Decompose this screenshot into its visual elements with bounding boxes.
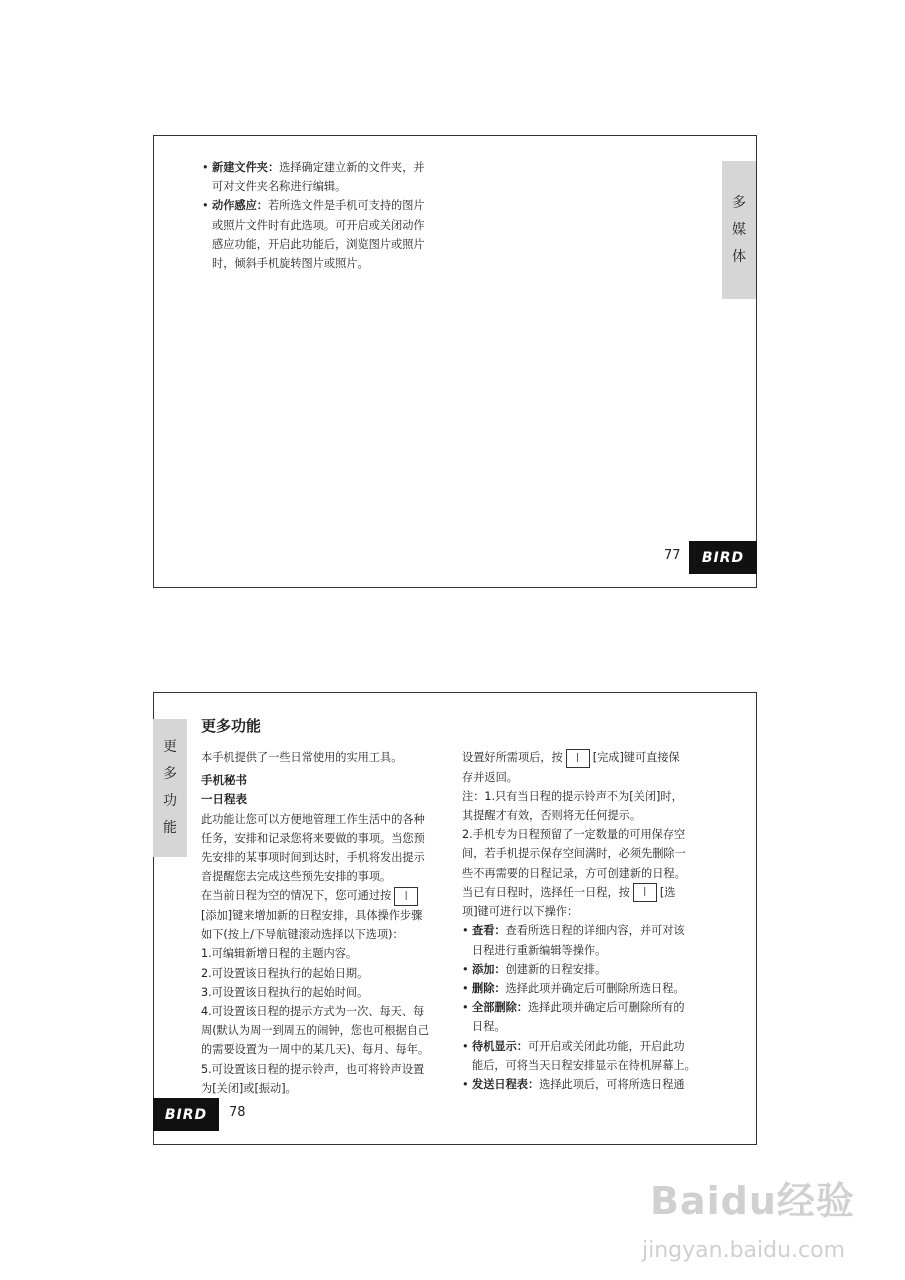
page-title: 更多功能 bbox=[201, 717, 262, 735]
softkey-icon: | bbox=[394, 887, 418, 906]
softkey-icon: | bbox=[633, 883, 657, 902]
add-instructions: 在当前日程为空的情况下，您可通过按 | [添加]键来增加新的日程安排，具体操作步骤 如下(按上/下导航键滚动选择以下选项)： bbox=[201, 886, 451, 944]
bullet: • bbox=[202, 199, 209, 213]
bird-logo: BIRD bbox=[689, 541, 757, 574]
options-intro: 当已有日程时，选择任一日程，按 | [选 项]键可进行以下操作： bbox=[462, 883, 718, 922]
watermark-brand: Baidu经验 bbox=[650, 1179, 855, 1223]
page77-content bbox=[202, 158, 462, 273]
intro-text: 本手机提供了一些日常使用的实用工具。 bbox=[201, 751, 403, 764]
manual-page-78 bbox=[153, 692, 757, 1145]
subheading-schedule: 一日程表 bbox=[201, 792, 247, 807]
item-term: 新建文件夹： bbox=[212, 161, 280, 174]
list-item: • 发送日程表：选择此项后，可将所选日程通 bbox=[462, 1078, 685, 1092]
steps-list: 1.可编辑新增日程的主题内容。 2.可设置该日程执行的起始日期。 3.可设置该日程执行的起始时间。 4.可设置该日程的提示方式为一次、每天、每 周(默认为周一到周五的闹钟，您也可根据自己 的需要设置为一周中的某几天)、每月、每年。 5.可设置该日程的提示铃声，也可将铃声设置 为[关闭]或[振动]。 bbox=[201, 947, 430, 1095]
section-tab-more-functions: 更 多 功 能 bbox=[153, 719, 187, 857]
subheading-secretary: 手机秘书 bbox=[201, 773, 247, 788]
list-item: • 待机显示：可开启或关闭此功能，开启此功 能后，可将当天日程安排显示在待机屏幕上。 bbox=[462, 1039, 696, 1072]
list-item: • 全部删除：选择此项并确定后可删除所有的 日程。 bbox=[462, 1001, 685, 1034]
baidu-watermark bbox=[640, 1150, 860, 1270]
watermark-url: jingyan.baidu.com bbox=[642, 1238, 846, 1263]
section-tab-multimedia: 多 媒 体 bbox=[722, 161, 756, 299]
list-item: • 查看：查看所选日程的详细内容，并可对该 日程进行重新编辑等操作。 bbox=[462, 924, 685, 957]
page-number: 77 bbox=[664, 548, 681, 563]
page78-left-column bbox=[201, 748, 451, 1098]
list-item: • 动作感应：若所选文件是手机可支持的图片 或照片文件时有此选项。可开启或关闭动作 感应功能，开启此功能后，浏览图片或照片 时，倾斜手机旋转图片或照片。 bbox=[202, 196, 462, 273]
page78-right-column bbox=[462, 748, 718, 1094]
list-item: • 新建文件夹：选择确定建立新的文件夹，并 可对文件夹名称进行编辑。 bbox=[202, 158, 462, 196]
page-number: 78 bbox=[229, 1105, 246, 1120]
item-term: 动作感应： bbox=[212, 199, 268, 213]
bullet: • bbox=[202, 161, 209, 174]
save-instructions: 设置好所需项后，按 | [完成]键可直接保 存并返回。 bbox=[462, 748, 718, 787]
list-item: • 添加：创建新的日程安排。 bbox=[462, 962, 607, 976]
note-text: 注：1.只有当日程的提示铃声不为[关闭]时， 其提醒才有效，否则将无任何提示。 2.手机专为日程预留了一定数量的可用保存空 间，若手机提示保存空间满时，必须先删除一 些不再需要的日程记录，方可创建新的日程。 bbox=[462, 789, 686, 880]
manual-page-77 bbox=[153, 135, 757, 588]
softkey-icon: | bbox=[566, 749, 590, 768]
list-item: • 删除：选择此项并确定后可删除所选日程。 bbox=[462, 982, 685, 996]
schedule-description: 此功能让您可以方便地管理工作生活中的各种 任务，安排和记录您将来要做的事项。当您预 先安排的某事项时间到达时，手机将发出提示 音提醒您去完成这些预先安排的事项。 bbox=[201, 812, 425, 884]
bird-logo: BIRD bbox=[153, 1098, 219, 1131]
